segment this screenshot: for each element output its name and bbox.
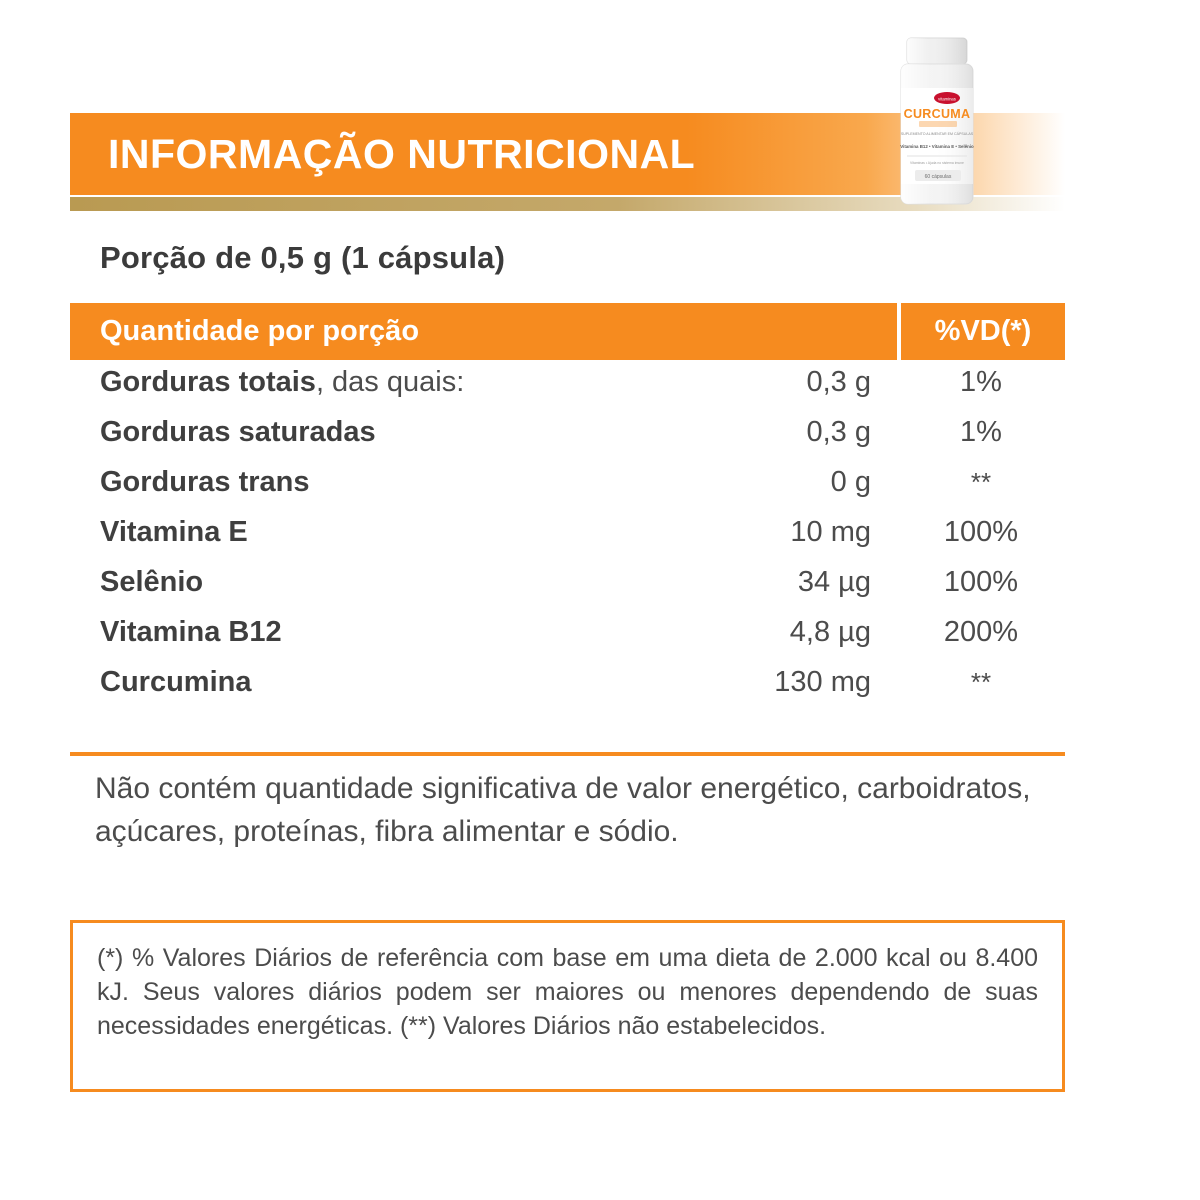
- nutrition-table: [70, 303, 1065, 716]
- table-row: [70, 416, 1065, 466]
- table-row: [70, 516, 1065, 566]
- nutrient-name: Selênio: [100, 566, 204, 598]
- nutrient-name: Curcumina: [100, 666, 252, 698]
- nutrient-amount: 10 mg: [790, 516, 871, 548]
- nutrient-amount: 4,8 µg: [789, 616, 871, 648]
- nutrient-vd: 100%: [943, 516, 1019, 548]
- table-bottom-rule: [70, 752, 1065, 756]
- table-header-quantity: Quantidade por porção: [100, 315, 420, 347]
- daily-values-footnote-text: (*) % Valores Diários de referência com base em uma dieta de 2.000 kcal ou 8.400 kJ. Seus valores diários podem ser maiores ou menores dependendo de suas necessidades energéticas. (**) Valores Diários não estabelecidos.: [97, 944, 1038, 1040]
- svg-text:vitaminas: vitaminas: [938, 96, 956, 102]
- nutrient-name: Gorduras trans: [100, 466, 310, 498]
- nutrient-amount: 130 mg: [774, 666, 871, 698]
- page-title: INFORMAÇÃO NUTRICIONAL: [108, 130, 696, 177]
- svg-text:SUPLEMENTO ALIMENTAR EM CÁPSUL: SUPLEMENTO ALIMENTAR EM CÁPSULAS: [900, 132, 974, 136]
- table-header-row: [70, 303, 1065, 360]
- nutrient-name: Gorduras totais, das quais:: [100, 366, 465, 398]
- table-row: [70, 666, 1065, 716]
- nutrient-vd: **: [970, 667, 992, 697]
- nutrient-name: Vitamina E: [100, 516, 248, 548]
- nutrient-vd: **: [970, 467, 992, 497]
- nutrient-vd: 1%: [960, 416, 1002, 448]
- svg-text:CURCUMA: CURCUMA: [903, 107, 971, 121]
- portion-line: Porção de 0,5 g (1 cápsula): [100, 240, 506, 275]
- nutrient-amount: 0 g: [830, 466, 871, 498]
- svg-text:60 cápsulas: 60 cápsulas: [924, 174, 952, 180]
- nutrient-amount: 34 µg: [797, 566, 871, 598]
- nutrient-name: Vitamina B12: [100, 616, 282, 648]
- nutrient-vd: 1%: [960, 366, 1002, 398]
- nutrient-vd: 100%: [943, 566, 1019, 598]
- table-row: [70, 466, 1065, 516]
- insignificant-amount-note: Não contém quantidade significativa de valor energético, carboidratos, açúcares, proteínas, fibra alimentar e sódio.: [95, 772, 1031, 848]
- nutrient-name: Gorduras saturadas: [100, 416, 376, 448]
- table-row: [70, 366, 1065, 416]
- product-bottle-image: [885, 36, 990, 208]
- daily-values-footnote-box: [70, 920, 1065, 1092]
- nutrient-vd: 200%: [943, 616, 1019, 648]
- table-row: [70, 616, 1065, 666]
- table-header-vd: %VD(*): [897, 303, 1065, 360]
- nutrient-amount: 0,3 g: [806, 366, 871, 398]
- nutrient-amount: 0,3 g: [806, 416, 871, 448]
- table-row: [70, 566, 1065, 616]
- svg-text:Vitaminas • Ajuda no sistema: Vitaminas • Ajuda no sistema imune: [910, 161, 964, 165]
- svg-text:Vitamina B12 • Vitamina E • Se: Vitamina B12 • Vitamina E • Selênio: [900, 144, 974, 149]
